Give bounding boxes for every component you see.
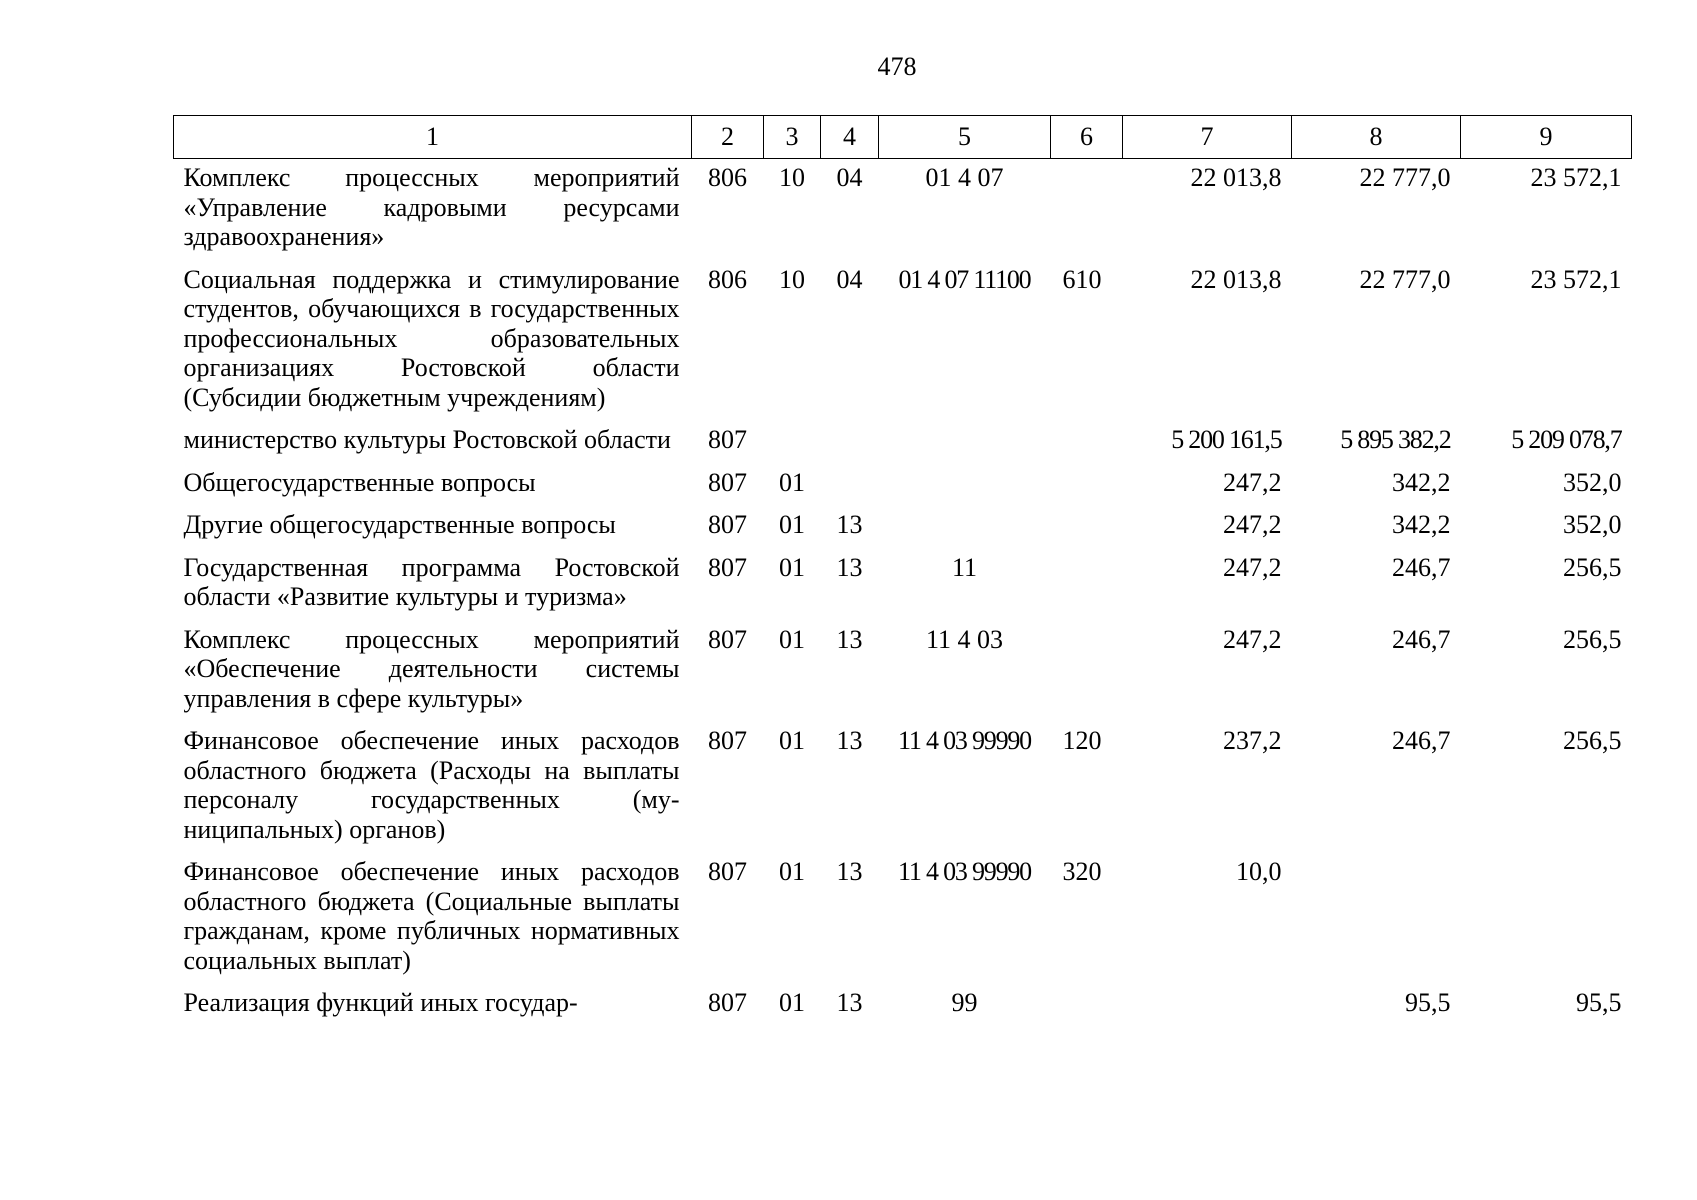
row-name: Государственная программа Ростовской области «Развитие культуры и туризма» [183, 552, 680, 611]
amount-col-8: 22 777,0 [1359, 264, 1451, 294]
ministry-code: 807 [708, 510, 747, 539]
page-number: 478 [877, 52, 917, 81]
column-header-1: 1 [174, 116, 692, 159]
column-header-3: 3 [764, 116, 821, 159]
table-row [174, 464, 1632, 507]
expense-type-code [1051, 621, 1123, 723]
table-row [174, 984, 1632, 1027]
target-code: 99 [951, 988, 978, 1017]
subsection-code [821, 464, 879, 507]
section-code: 01 [779, 510, 805, 539]
subsection-code: 13 [836, 988, 863, 1017]
amount-col-9: 256,5 [1563, 552, 1622, 582]
amount-col-8: 246,7 [1392, 552, 1451, 582]
amount-col-8: 95,5 [1405, 988, 1451, 1017]
section-code: 01 [779, 467, 805, 497]
section-code: 01 [779, 726, 805, 755]
amount-col-8: 22 777,0 [1359, 163, 1451, 192]
section-code [764, 421, 821, 464]
header-row [174, 116, 1632, 159]
section-code: 01 [779, 857, 805, 886]
subsection-code: 13 [836, 510, 863, 539]
amount-col-9 [1461, 853, 1632, 984]
target-code [879, 464, 1051, 507]
column-header-5: 5 [879, 116, 1051, 159]
column-header-7: 7 [1123, 116, 1292, 159]
expense-type-code [1051, 506, 1123, 549]
row-name: министерство культуры Ростовской области [183, 425, 671, 454]
amount-col-9: 256,5 [1563, 624, 1622, 654]
amount-col-7 [1123, 984, 1292, 1027]
amount-col-7: 22 013,8 [1190, 163, 1282, 192]
ministry-code: 807 [708, 467, 747, 497]
expense-type-code [1051, 984, 1123, 1027]
row-name: Другие общегосударственные вопросы [183, 510, 616, 539]
section-code: 10 [779, 163, 805, 192]
expense-type-code: 120 [1062, 726, 1102, 755]
amount-col-7: 10,0 [1236, 857, 1282, 886]
ministry-code: 807 [708, 988, 747, 1017]
ministry-code: 807 [708, 857, 747, 886]
table-row [174, 261, 1632, 422]
amount-col-8: 5 895 382,2 [1340, 425, 1451, 454]
target-code [879, 421, 1051, 464]
target-code [879, 506, 1051, 549]
row-name: Комплекс процессных мероприятий «Управление кадровыми ресурсами здравоохранения» [183, 163, 680, 251]
amount-col-8 [1292, 853, 1461, 984]
expense-type-code [1051, 159, 1123, 261]
amount-col-9: 23 572,1 [1530, 163, 1622, 192]
amount-col-7: 22 013,8 [1190, 264, 1282, 294]
amount-col-8: 342,2 [1392, 510, 1451, 539]
section-code: 10 [779, 264, 805, 294]
amount-col-9: 256,5 [1563, 726, 1622, 755]
subsection-code: 13 [836, 552, 863, 582]
amount-col-9: 5 209 078,7 [1511, 425, 1622, 454]
row-name: Финансовое обеспечение иных расходов областного бюджета (Расходы на выплаты персоналу государственных (муниципальных) органов) [183, 726, 680, 844]
amount-col-7: 237,2 [1223, 726, 1282, 755]
target-code: 01 4 07 11100 [898, 264, 1031, 294]
target-code: 11 [951, 552, 978, 582]
table-row [174, 549, 1632, 621]
expense-type-code [1051, 421, 1123, 464]
amount-col-9: 352,0 [1563, 467, 1622, 497]
row-name: Комплекс процессных мероприятий «Обеспечение деятельности системы управления в сфере культуры» [183, 624, 680, 713]
table-row [174, 421, 1632, 464]
row-name: Общегосударственные вопросы [183, 467, 536, 497]
ministry-code: 807 [708, 425, 747, 454]
amount-col-9: 95,5 [1576, 988, 1622, 1017]
table-header [174, 116, 1632, 159]
table-row [174, 506, 1632, 549]
amount-col-7: 247,2 [1223, 510, 1282, 539]
subsection-code: 04 [836, 264, 863, 294]
target-code: 01 4 07 [925, 163, 1004, 192]
table-row [174, 159, 1632, 261]
amount-col-7: 247,2 [1223, 467, 1282, 497]
section-code: 01 [779, 988, 805, 1017]
column-header-2: 2 [692, 116, 764, 159]
column-header-9: 9 [1461, 116, 1632, 159]
column-header-6: 6 [1051, 116, 1123, 159]
subsection-code: 13 [836, 624, 863, 654]
row-name: Реализация функций иных государ- [183, 988, 578, 1017]
expense-type-code [1051, 464, 1123, 507]
amount-col-7: 247,2 [1223, 552, 1282, 582]
subsection-code: 13 [836, 726, 863, 755]
amount-col-7: 247,2 [1223, 624, 1282, 654]
target-code: 11 4 03 99990 [898, 726, 1031, 755]
table-row [174, 722, 1632, 853]
section-code: 01 [779, 552, 805, 582]
amount-col-8: 246,7 [1392, 726, 1451, 755]
budget-table [173, 115, 1632, 1027]
ministry-code: 806 [708, 264, 747, 294]
ministry-code: 807 [708, 552, 747, 582]
expense-type-code [1051, 549, 1123, 621]
expense-type-code: 320 [1062, 857, 1102, 886]
amount-col-8: 246,7 [1392, 624, 1451, 654]
row-name: Социальная поддержка и стимулирование студентов, обучающихся в государственных профессиональных образовательных организациях Ростовской области (Субсидии бюджетным учреждениям) [183, 264, 680, 412]
row-name: Финансовое обеспечение иных расходов областного бюджета (Социальные выплаты гражданам, кроме публичных нормативных социальных выплат) [183, 857, 680, 975]
target-code: 11 4 03 99990 [898, 857, 1031, 886]
expense-type-code: 610 [1062, 264, 1102, 294]
amount-col-8: 342,2 [1392, 467, 1451, 497]
subsection-code: 04 [836, 163, 863, 192]
table-body [174, 159, 1632, 1027]
table-row [174, 621, 1632, 723]
target-code: 11 4 03 [925, 624, 1004, 654]
ministry-code: 807 [708, 624, 747, 654]
amount-col-9: 23 572,1 [1530, 264, 1622, 294]
column-header-8: 8 [1292, 116, 1461, 159]
section-code: 01 [779, 624, 805, 654]
table-row [174, 853, 1632, 984]
column-header-4: 4 [821, 116, 879, 159]
amount-col-7: 5 200 161,5 [1171, 425, 1282, 454]
subsection-code [821, 421, 879, 464]
amount-col-9: 352,0 [1563, 510, 1622, 539]
subsection-code: 13 [836, 857, 863, 886]
ministry-code: 807 [708, 726, 747, 755]
ministry-code: 806 [708, 163, 747, 192]
